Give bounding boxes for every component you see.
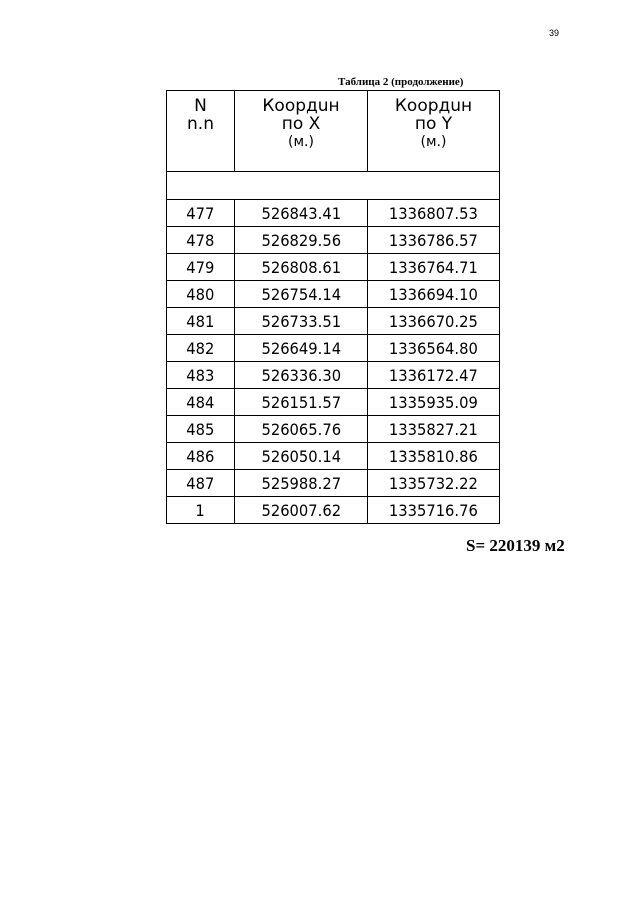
cell-value: 1336786.57 — [389, 230, 478, 250]
header-coord-y-line2: по Y — [414, 114, 453, 134]
cell-point-number — [167, 200, 235, 227]
header-point-number-line1: N — [194, 96, 207, 116]
cell-coord-x — [235, 416, 368, 443]
header-coord-x-line1: Коордuн — [262, 96, 340, 116]
cell-value: 526843.41 — [261, 203, 341, 223]
table-header-row — [167, 91, 500, 172]
table-row — [167, 335, 500, 362]
cell-value: 1335732.22 — [389, 473, 478, 493]
table-row — [167, 470, 500, 497]
cell-coord-x — [235, 389, 368, 416]
cell-point-number — [167, 362, 235, 389]
cell-coord-y — [368, 335, 500, 362]
cell-value: 526065.76 — [261, 419, 341, 439]
table-row — [167, 308, 500, 335]
cell-value: 1335716.76 — [389, 500, 478, 520]
cell-point-number — [167, 443, 235, 470]
table-row — [167, 200, 500, 227]
cell-value: 1335827.21 — [389, 419, 478, 439]
cell-value: 526336.30 — [261, 365, 341, 385]
cell-point-number — [167, 470, 235, 497]
cell-value: 1336564.80 — [389, 338, 478, 358]
cell-coord-x — [235, 335, 368, 362]
header-point-number-line2: n.n — [187, 114, 214, 134]
table-row — [167, 389, 500, 416]
cell-value: 484 — [186, 392, 215, 412]
cell-value: 481 — [186, 311, 215, 331]
cell-value: 483 — [186, 365, 215, 385]
cell-value: 526754.14 — [261, 284, 341, 304]
cell-coord-x — [235, 470, 368, 497]
cell-coord-y — [368, 254, 500, 281]
cell-value: 479 — [186, 257, 215, 277]
cell-value: 526649.14 — [261, 338, 341, 358]
header-coord-y-unit: (м.) — [420, 134, 447, 150]
cell-point-number — [167, 281, 235, 308]
cell-value: 526829.56 — [261, 230, 341, 250]
coordinates-table — [166, 90, 500, 524]
cell-point-number — [167, 416, 235, 443]
cell-coord-y — [368, 470, 500, 497]
cell-coord-x — [235, 308, 368, 335]
cell-value: 525988.27 — [261, 473, 341, 493]
cell-coord-x — [235, 254, 368, 281]
cell-coord-x — [235, 497, 368, 524]
cell-coord-y — [368, 281, 500, 308]
header-coord-x — [235, 91, 368, 172]
cell-value: 487 — [186, 473, 215, 493]
cell-value: 1335935.09 — [389, 392, 478, 412]
table-blank-row — [167, 172, 500, 200]
table-row — [167, 362, 500, 389]
cell-value: 1336172.47 — [389, 365, 478, 385]
cell-value: 480 — [186, 284, 215, 304]
cell-value: 1335810.86 — [389, 446, 478, 466]
cell-point-number — [167, 497, 235, 524]
cell-value: 485 — [186, 419, 215, 439]
cell-coord-y — [368, 227, 500, 254]
table-row — [167, 227, 500, 254]
cell-coord-x — [235, 200, 368, 227]
table-row — [167, 497, 500, 524]
cell-value: 477 — [186, 203, 215, 223]
cell-coord-y — [368, 389, 500, 416]
header-coord-y-line1: Коордuн — [394, 96, 473, 116]
cell-value: 478 — [186, 230, 215, 250]
cell-coord-x — [235, 227, 368, 254]
cell-value: 1336764.71 — [389, 257, 478, 277]
cell-point-number — [167, 227, 235, 254]
cell-value: 1336807.53 — [389, 203, 478, 223]
cell-coord-y — [368, 308, 500, 335]
cell-coord-y — [368, 416, 500, 443]
cell-value: 526007.62 — [261, 500, 341, 520]
cell-value: 1336694.10 — [389, 284, 478, 304]
cell-point-number — [167, 254, 235, 281]
cell-value: 1 — [195, 500, 206, 520]
cell-coord-x — [235, 443, 368, 470]
table-row — [167, 416, 500, 443]
table-left-border-tail — [166, 514, 167, 520]
cell-value: 1336670.25 — [389, 311, 478, 331]
table-row — [167, 281, 500, 308]
cell-value: 526808.61 — [261, 257, 341, 277]
cell-value: 526050.14 — [261, 446, 341, 466]
page-number: 39 — [549, 28, 560, 38]
header-point-number — [167, 91, 235, 172]
table-row — [167, 254, 500, 281]
cell-coord-x — [235, 362, 368, 389]
cell-coord-y — [368, 497, 500, 524]
table-caption: Таблица 2 (продолжение) — [338, 76, 464, 88]
cell-point-number — [167, 308, 235, 335]
table-row — [167, 443, 500, 470]
cell-point-number — [167, 335, 235, 362]
cell-coord-y — [368, 362, 500, 389]
cell-point-number — [167, 389, 235, 416]
blank-cell — [167, 172, 500, 200]
cell-coord-x — [235, 281, 368, 308]
cell-value: 526733.51 — [261, 311, 341, 331]
cell-value: 526151.57 — [261, 392, 341, 412]
cell-coord-y — [368, 200, 500, 227]
header-coord-x-line2: по X — [281, 114, 321, 134]
cell-coord-y — [368, 443, 500, 470]
cell-value: 482 — [186, 338, 215, 358]
cell-value: 486 — [186, 446, 215, 466]
area-label: S= 220139 м2 — [466, 536, 565, 555]
header-coord-y — [368, 91, 500, 172]
header-coord-x-unit: (м.) — [288, 134, 314, 150]
